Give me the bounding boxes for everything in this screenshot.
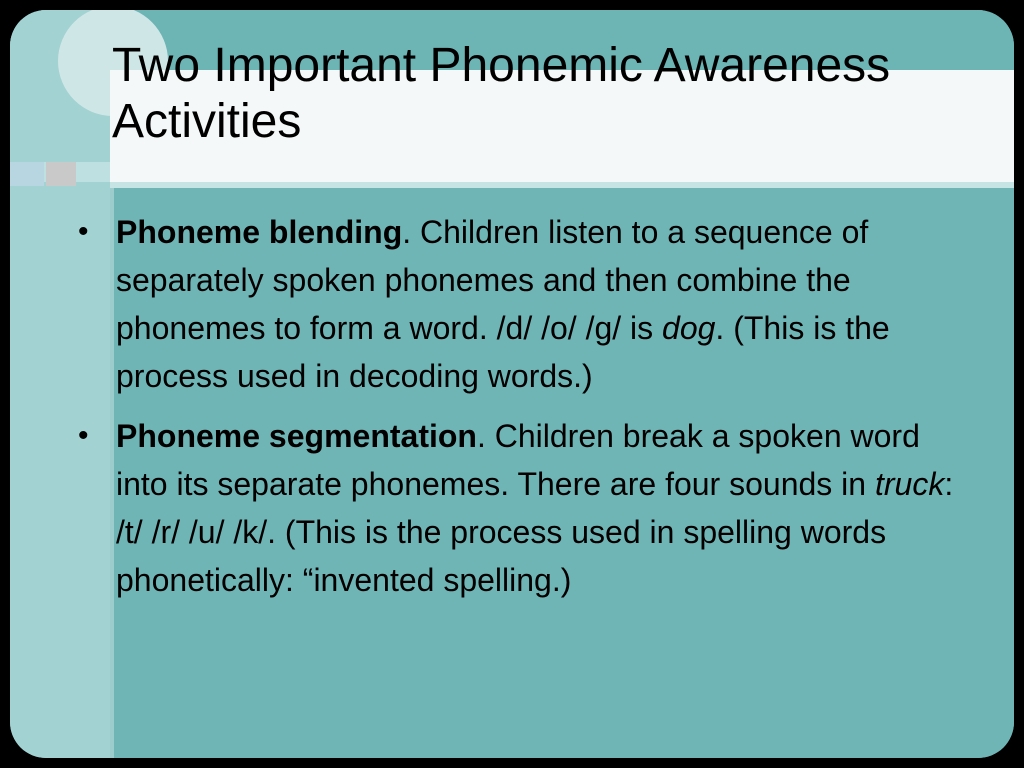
decor-square-gray bbox=[46, 162, 76, 186]
slide-title: Two Important Phonemic Awareness Activities bbox=[112, 39, 891, 148]
bullet-term: Phoneme blending bbox=[116, 214, 403, 250]
bullet-body: . Children break a spoken word into its separate phonemes. There are four sounds in bbox=[116, 418, 920, 502]
bullet-example: dog bbox=[662, 310, 716, 346]
bullet-tail: . (This is the process used in decoding words.) bbox=[116, 310, 890, 394]
bullet-list bbox=[78, 208, 978, 616]
decor-square-blue bbox=[10, 162, 44, 186]
bullet-body: . Children listen to a sequence of separately spoken phonemes and then combine the phonemes to form a word. /d/ /o/ /g/ is bbox=[116, 214, 869, 346]
bullet-item bbox=[78, 208, 978, 400]
bullet-example: truck bbox=[874, 466, 945, 502]
bullet-item bbox=[78, 412, 978, 604]
bullet-term: Phoneme segmentation bbox=[116, 418, 477, 454]
bullet-text bbox=[116, 412, 978, 604]
bullet-text bbox=[116, 208, 978, 400]
bullet-marker: • bbox=[78, 215, 89, 248]
bullet-tail: : /t/ /r/ /u/ /k/. (This is the process used in spelling words phonetically: “invented spelling.) bbox=[116, 466, 954, 598]
bullet-marker: • bbox=[78, 419, 89, 452]
